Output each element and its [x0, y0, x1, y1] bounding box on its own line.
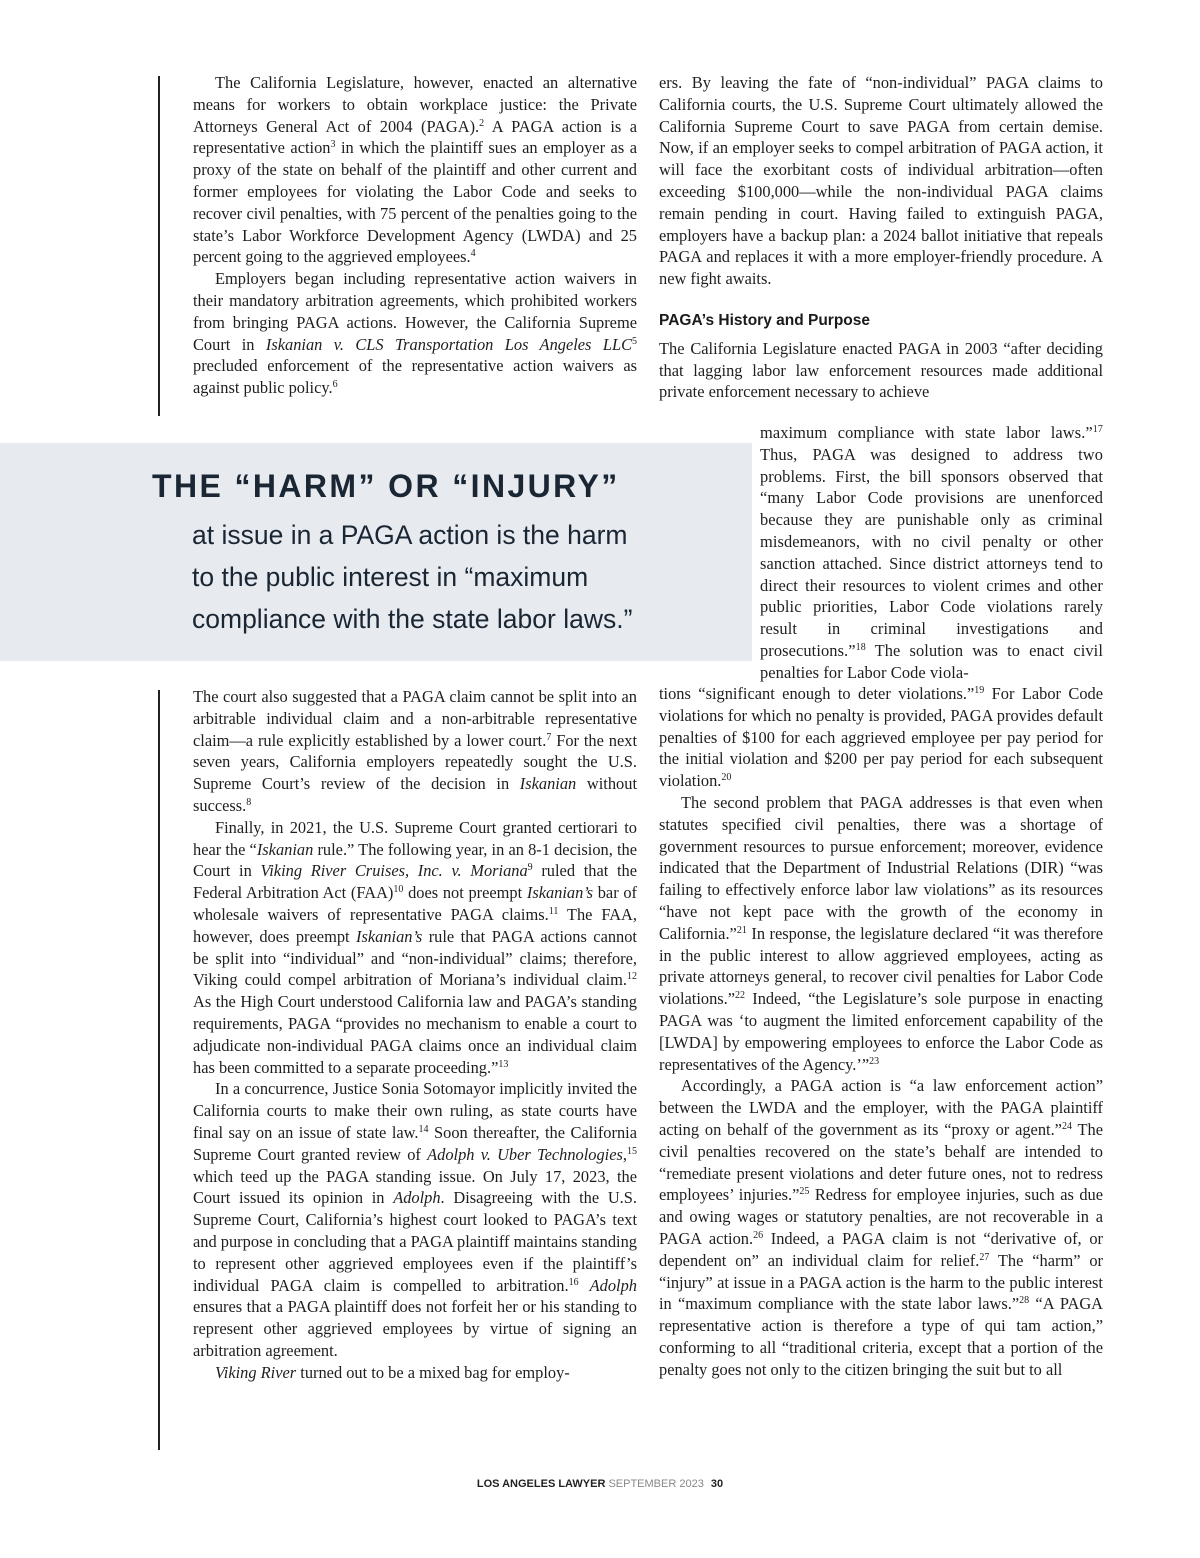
page-number: 30 — [710, 1478, 724, 1490]
italic-text: Adolph — [393, 1188, 441, 1208]
footnote-ref: 23 — [869, 1055, 880, 1067]
footnote-ref: 14 — [418, 1123, 429, 1135]
footnote-ref: 18 — [855, 641, 866, 653]
pull-quote-line: at issue in a PAGA action is the harm — [192, 520, 628, 550]
paragraph: Finally, in 2021, the U.S. Supreme Court granted certiorari to hear the “Iskanian rule.” The following year, in an 8-1 decision, the Court in Viking River Cruises, Inc. v. Moriana$^9$ ruled that the Federal Arbitration Act (FAA)$^{10}$ does not preempt Iskanian’s bar of wholesale waivers of representative PAGA claims.$^{11}$ The FAA, however, does preempt Iskanian’s rule that PAGA actions cannot be split into “individual” and “non-individual” claims; therefore, Viking could compel arbitration of Moriana’s individual claim.$^{12}$ As the High Court understood California law and PAGA’s standing requirements, PAGA “provides no mechanism to enable a court to adjudicate non-individual PAGA claims once an individual claim has been committed to a separate proceeding.”$^{13}$ — [193, 817, 637, 1077]
narrow-paragraph: maximum compliance with state labor laws.”$^{17}$ Thus, PAGA was designed to address two problems. First, the bill sponsors observed that “many Labor Code provisions are unenforced because they are punishable only as criminal misdemeanors, with no civil penalty or other sanction attached. Since district attorneys tend to direct their resources to violent crimes and other public priorities, Labor Code violations rarely result in criminal investigations and prosecutions.”$^{18}$ The solution was to enact civil penalties for Labor Code viola- — [760, 423, 1103, 682]
pull-quote-line: compliance with the state labor laws.” — [192, 604, 633, 634]
page-footer — [0, 1478, 1200, 1490]
footnote-ref: 2 — [479, 117, 485, 129]
footnote-ref: 16 — [568, 1276, 579, 1288]
left-column-bottom — [193, 686, 637, 1384]
right-column-narrow — [760, 422, 1103, 684]
paragraph: tions “significant enough to deter violations.”$^{19}$ For Labor Code violations for which no penalty is provided, PAGA provides default penalties of $100 for each aggrieved employee per pay period for the initial violation and $200 per pay period for each subsequent violation.$^{20}$ — [659, 684, 1104, 791]
italic-text: Viking River — [215, 1362, 297, 1382]
paragraph: ers. By leaving the fate of “non-individual” PAGA claims to California courts, the U.S. Supreme Court ultimately allowed the California Supreme Court to save PAGA from certain demise. Now, if an employer seeks to compel arbitration of PAGA action, it will face the exorbitant costs of individual arbitration—often exceeding $100,000—while the non-individual PAGA claims remain pending in court. Having failed to extinguish PAGA, employers have a backup plan: a 2024 ballot initiative that repeals PAGA and replaces it with a more employer-friendly procedure. A new fight awaits. — [659, 73, 1103, 289]
italic-text: Iskanian v. CLS Transportation Los Angeles LLC — [265, 334, 633, 354]
section-lead-text: The California Legislature enacted PAGA in 2003 “after deciding that lagging labor law enforcement resources made additional private enforcement necessary to achieve — [659, 338, 1103, 402]
pull-quote-text — [192, 514, 752, 640]
footnote-ref: 22 — [735, 990, 746, 1002]
italic-text: Iskanian — [519, 774, 577, 794]
left-column-top — [193, 72, 637, 399]
footnote-ref: 7 — [546, 731, 552, 743]
footnote-ref: 6 — [332, 379, 338, 391]
italic-text: Adolph v. Uber Technologies — [427, 1144, 623, 1164]
paragraph: The California Legislature, however, enacted an alternative means for workers to obtain workplace justice: the Private Attorneys General Act of 2004 (PAGA).$^2$ A PAGA action is a representative action$^3$ in which the plaintiff sues an employer as a proxy of the state on behalf of the plaintiff and other current and former employees for violating the Labor Code and seeks to recover civil penalties, with 75 percent of the penalties going to the state’s Labor Workforce Development Agency (LWDA) and 25 percent going to the aggrieved employees.$^4$ — [193, 73, 637, 267]
footnote-ref: 17 — [1092, 424, 1103, 435]
italic-text: Iskanian — [256, 839, 314, 859]
right-top-text — [659, 72, 1103, 290]
pull-quote-headline: THE “HARM” OR “INJURY” — [152, 468, 620, 504]
footnote-ref: 28 — [1019, 1295, 1030, 1307]
footnote-ref: 5 — [632, 335, 638, 347]
paragraph: Viking River turned out to be a mixed bag for employ- — [215, 1362, 570, 1382]
footnote-ref: 13 — [498, 1058, 509, 1070]
footnote-ref: 3 — [330, 139, 336, 151]
paragraph: Employers began including representative action waivers in their mandatory arbitration agreements, which prohibited workers from bringing PAGA actions. However, the California Supreme Court in Iskanian v. CLS Transportation Los Angeles LLC$^5$ precluded enforcement of the representative action waivers as against public policy.$^6$ — [193, 269, 638, 398]
right-column-bottom — [659, 683, 1103, 1381]
magazine-name: LOS ANGELES LAWYER — [476, 1478, 606, 1490]
italic-text: Viking River Cruises, Inc. v. Moriana — [260, 861, 528, 881]
column-rule-top — [158, 76, 160, 416]
italic-text: Adolph — [589, 1275, 637, 1295]
right-column-top — [659, 72, 1103, 403]
paragraph: The court also suggested that a PAGA claim cannot be split into an arbitrable individual claim and a non-arbitrable representative claim—a rule explicitly established by a lower court.$^7$ For the next seven years, California employers repeatedly sought the U.S. Supreme Court’s review of the decision in Iskanian without success.$^8$ — [193, 687, 638, 815]
footnote-ref: 8 — [246, 796, 252, 808]
footnote-ref: 25 — [799, 1186, 810, 1198]
pull-quote-line: to the public interest in “maximum — [192, 562, 589, 592]
footnote-ref: 19 — [974, 685, 985, 696]
footnote-ref: 4 — [470, 248, 476, 260]
footnote-ref: 10 — [393, 884, 404, 896]
footnote-ref: 20 — [721, 772, 732, 784]
footnote-ref: 26 — [753, 1229, 764, 1241]
footnote-ref: 9 — [527, 862, 533, 874]
footnote-ref: 12 — [627, 971, 637, 983]
paragraph: The second problem that PAGA addresses is that even when statutes specified civil penalties, there was a shortage of government resources to pursue enforcement; moreover, evidence indicated that the Department of Industrial Relations (DIR) “was failing to effectively enforce labor law violations” as its resources “have not kept pace with the growth of the economy in California.”$^{21}$ In response, the legislature declared “it was therefore in the public interest to allow aggrieved employees, acting as private attorneys general, to recover civil penalties for Labor Code violations.”$^{22}$ Indeed, “the Legislature’s sole purpose in enacting PAGA was ‘to augment the limited enforcement capability of the [LWDA] by empowering employees to enforce the Labor Code as representatives of the Agency.’”$^{23}$ — [659, 792, 1103, 1074]
footnote-ref: 27 — [979, 1251, 990, 1263]
italic-text: Iskanian’s — [526, 883, 594, 903]
column-rule-bottom — [158, 690, 160, 1450]
paragraph: In a concurrence, Justice Sonia Sotomayor implicitly invited the California courts to make their own ruling, as state courts have final say on an issue of state law.$^{14}$ Soon thereafter, the California Supreme Court granted review of Adolph v. Uber Technologies,$^{15}$ which teed up the PAGA standing issue. On July 17, 2023, the Court issued its opinion in Adolph. Disagreeing with the U.S. Supreme Court, California’s highest court looked to PAGA’s text and purpose in concluding that a PAGA plaintiff maintains standing to represent other aggrieved employees even if the plaintiff’s individual PAGA claim is compelled to arbitration.$^{16}$ Adolph ensures that a PAGA plaintiff does not forfeit her or his standing to represent other aggrieved employees by virtue of signing an arbitration agreement. — [193, 1079, 637, 1360]
issue-date: SEPTEMBER 2023 — [608, 1478, 704, 1490]
footnote-ref: 24 — [1061, 1120, 1072, 1132]
paragraph: Accordingly, a PAGA action is “a law enforcement action” between the LWDA and the employer, with the PAGA plaintiff acting on behalf of the government as its “proxy or agent.”$^{24}$ The civil penalties recovered on the state’s behalf are intended to “remediate present violations and deter future ones, not to redress employees’ injuries.”$^{25}$ Redress for employee injuries, such as due and owing wages or statutory penalties, are not recoverable in a PAGA action.$^{26}$ Indeed, a PAGA claim is not “derivative of, or dependent on” an individual claim for relief.$^{27}$ The “harm” or “injury” at issue in a PAGA action is the harm to the public interest in “maximum compliance with the state labor laws.”$^{28}$ “A PAGA representative action is therefore a type of qui tam action,” conforming to all “traditional criteria, except that a portion of the penalty goes not only to the citizen bringing the suit but to all — [659, 1076, 1104, 1379]
footnote-ref: 11 — [548, 905, 559, 917]
italic-text: Iskanian’s — [356, 926, 423, 946]
footnote-ref: 15 — [627, 1145, 637, 1157]
footnote-ref: 21 — [736, 924, 747, 936]
section-heading: PAGA’s History and Purpose — [659, 311, 871, 329]
